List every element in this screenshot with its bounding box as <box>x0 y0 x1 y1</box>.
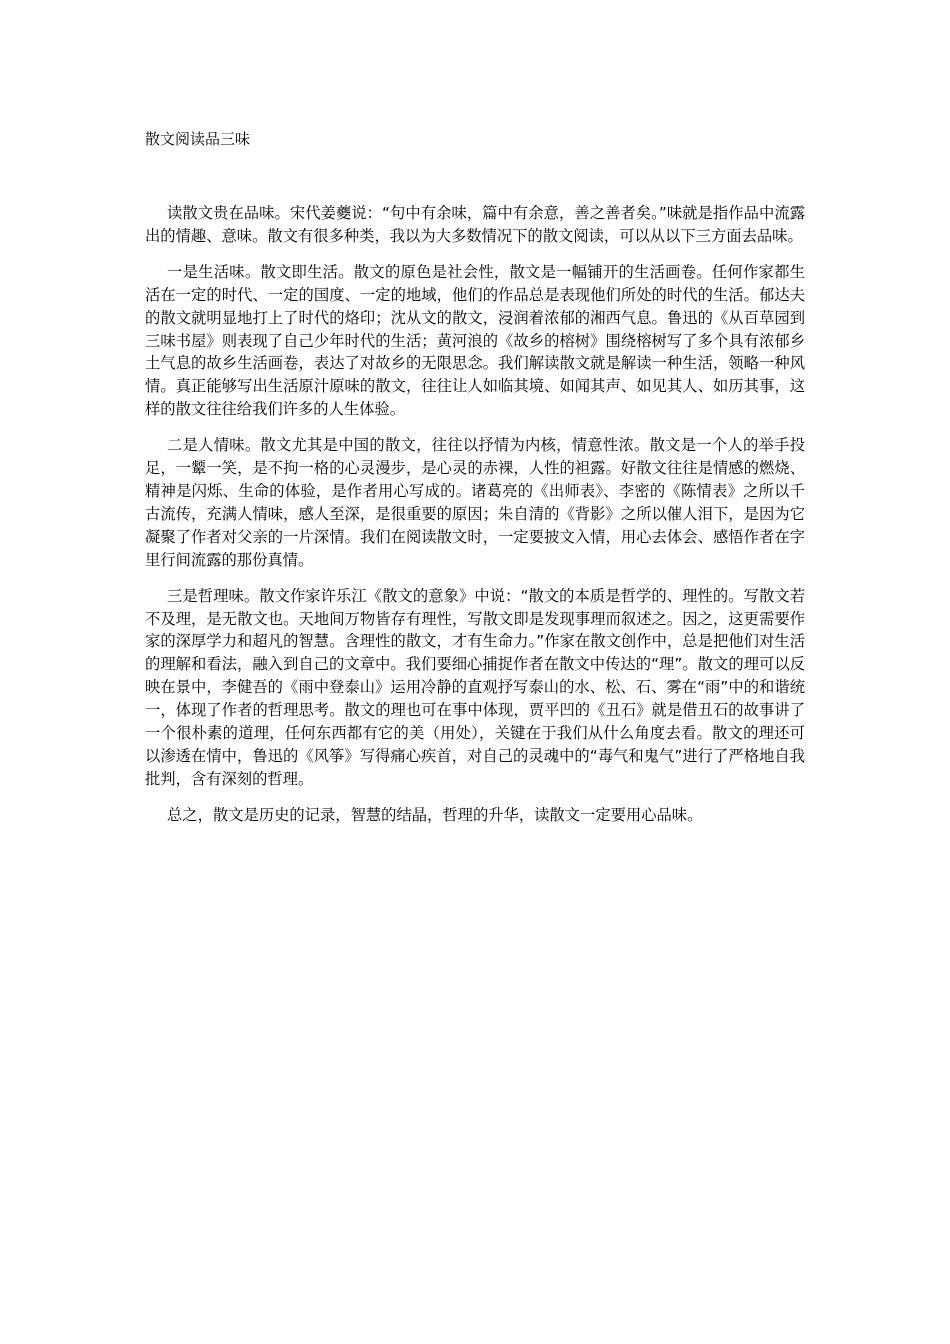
paragraph-human-flavor: 二是人情味。散文尤其是中国的散文，往往以抒情为内核，情意性浓。散文是一个人的举手投足，一颦一笑，是不拘一格的心灵漫步，是心灵的赤裸，人性的袒露。好散文往往是情感的燃烧、精神是闪烁、生命的体验，是作者用心写成的。诸葛亮的《出师表》、李密的《陈情表》之所以千古流传，充满人情味，感人至深，是很重要的原因；朱自清的《背影》之所以催人泪下，是因为它凝聚了作者对父亲的一片深情。我们在阅读散文时，一定要披文入情，用心去体会、感悟作者在字里行间流露的那份真情。 <box>145 436 805 569</box>
paragraph-philosophy-flavor: 三是哲理味。散文作家许乐江《散文的意象》中说：“散文的本质是哲学的、理性的。写散文若不及理，是无散文也。天地间万物皆存有理性，写散文即是发现事理而叙述之。因之，这更需要作家的深厚学力和超凡的智慧。含理性的散文，才有生命力。”作家在散文创作中，总是把他们对生活的理解和看法，融入到自己的文章中。我们要细心捕捉作者在散文中传达的“理”。散文的理可以反映在景中，李健吾的《雨中登泰山》运用冷静的直观抒写泰山的水、松、石、雾在“雨”中的和谐统一，体现了作者的哲理思考。散文的理也可在事中体现，贾平凹的《丑石》就是借丑石的故事讲了一个很朴素的道理，任何东西都有它的美（用处），关键在于我们从什么角度去看。散文的理还可以渗透在情中，鲁迅的《风筝》写得痛心疾首，对自己的灵魂中的“毒气和鬼气”进行了严格地自我批判，含有深刻的哲理。 <box>145 586 805 788</box>
paragraph-conclusion: 总之，散文是历史的记录，智慧的结晶，哲理的升华，读散文一定要用心品味。 <box>167 805 703 824</box>
document-title: 散文阅读品三味 <box>145 130 251 148</box>
document-body <box>145 202 805 840</box>
paragraph-life-flavor: 一是生活味。散文即生活。散文的原色是社会性，散文是一幅铺开的生活画卷。任何作家都生活在一定的时代、一定的国度、一定的地域，他们的作品总是表现他们所处的时代的生活。郁达夫的散文就明显地打上了时代的烙印；沈从文的散文，浸润着浓郁的湘西气息。鲁迅的《从百草园到三味书屋》则表现了自己少年时代的生活；黄河浪的《故乡的榕树》围绕榕树写了多个具有浓郁乡土气息的故乡生活画卷，表达了对故乡的无限思念。我们解读散文就是解读一种生活，领略一种风情。真正能够写出生活原汁原味的散文，往往让人如临其境、如闻其声、如见其人、如历其事，这样的散文往往给我们许多的人生体验。 <box>145 262 805 419</box>
paragraph-intro: 读散文贵在品味。宋代姜夔说：“句中有余味，篇中有余意，善之善者矣。”味就是指作品中流露出的情趣、意味。散文有很多种类，我以为大多数情况下的散文阅读，可以从以下三方面去品味。 <box>145 204 805 245</box>
